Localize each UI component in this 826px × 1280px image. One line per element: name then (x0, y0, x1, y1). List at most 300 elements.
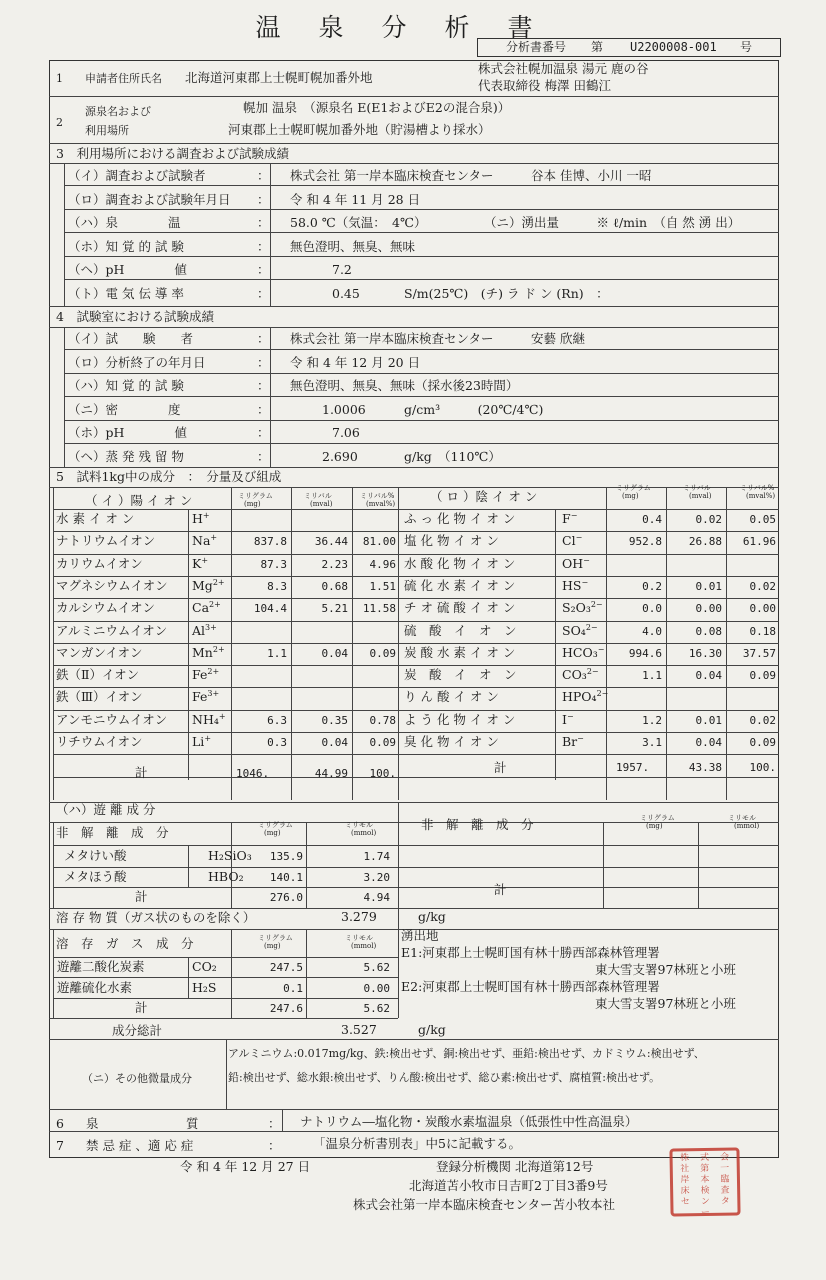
anion-mval: 0.00 (695, 602, 722, 616)
dissolved-value: 3.279 (341, 909, 377, 924)
cation-pct: 4.96 (369, 557, 396, 571)
anion-pct: 37.57 (742, 646, 776, 660)
cation-mval: 0.68 (321, 579, 348, 593)
gas-mmol-unit-jp: ミリモル (345, 934, 373, 942)
s3-colon-5: ： (257, 285, 270, 301)
s4-label-5: （ヘ）蒸 発 残 留 物 (68, 448, 184, 464)
anion-mval: 0.01 (695, 713, 722, 727)
anion-name: 硫 酸 イ オ ン (404, 622, 517, 638)
anion-total-label: 計 (494, 760, 507, 776)
gas-mg: 0.1 (283, 982, 303, 995)
spring-site-e1b: 東大雪支署97林班と小班 (595, 962, 736, 977)
s4-label-4: （ホ）pH 値 (68, 425, 187, 440)
cation-pct: 81.00 (362, 535, 396, 549)
cation-name: 鉄（Ⅱ）イオン (56, 667, 140, 683)
s4-extra-3: g/cm³ (20℃/4℃) (404, 401, 544, 417)
cation-pct: 1.51 (369, 579, 396, 593)
s4-colon-2: ： (257, 378, 270, 393)
s6-no: 6 (56, 1116, 64, 1131)
s4-header: 4 試験室における試験成績 (56, 309, 214, 324)
s3-value-2: 58.0 ℃（気温： 4℃） (290, 215, 427, 230)
seal-char: ン (700, 1196, 710, 1208)
nonion-right-label: 非 解 離 成 分 (421, 817, 534, 832)
doc-number-box (477, 38, 781, 57)
s3-value-4: 7.2 (332, 262, 352, 277)
cat-pct-unit-jp: ミリバル% (360, 492, 395, 500)
anion-name: ふ っ 化 物 イ オ ン (404, 511, 516, 526)
cation-symbol: NH₄+ (192, 711, 226, 727)
spring-site-e1a: E1:河東郡上士幌町国有林十勝西部森林管理署 (401, 945, 660, 960)
nonion-total-mg: 276.0 (269, 891, 303, 904)
anion-mval: 16.30 (688, 646, 722, 660)
anion-mg: 994.6 (628, 646, 662, 660)
seal-char: 第 (700, 1163, 710, 1175)
vline (291, 487, 292, 800)
an-mg-unit-en: (mg) (622, 492, 639, 500)
vline (53, 929, 54, 1018)
s4-colon-0: ： (257, 331, 270, 346)
seal-char: ー (700, 1207, 711, 1219)
hline (64, 279, 779, 280)
cation-name: カルシウムイオン (56, 600, 155, 616)
seal-char: タ (720, 1196, 730, 1207)
free-r-mg-unit-en: (mg) (646, 822, 663, 830)
hline (49, 96, 779, 97)
s4-label-0: （イ）試 験 者 (68, 331, 194, 346)
hline (49, 143, 779, 144)
hline (53, 643, 779, 644)
seal-char: 会 (719, 1152, 730, 1163)
gas-mg-unit-jp: ミリグラム (258, 934, 293, 942)
seal-char: 社 (680, 1164, 690, 1175)
hline (53, 665, 779, 666)
vline (188, 957, 189, 998)
seal-char: 株 (679, 1153, 690, 1164)
cation-mg: 104.4 (253, 602, 287, 616)
s3-colon-4: ： (257, 262, 270, 277)
s4-colon-1: ： (257, 354, 270, 370)
s3-header: 3 利用場所における調査および試験成績 (56, 146, 289, 161)
cation-symbol: $Al^{3+}$ (192, 622, 217, 638)
cat-pct-unit-en: (mval%) (366, 500, 396, 508)
vline (53, 487, 54, 800)
grand-total-unit: g/kg (418, 1022, 446, 1037)
s7-label: 禁 忌 症 、適 応 症 (86, 1138, 194, 1153)
hline (49, 467, 779, 468)
s3-extra-5: S/m(25℃) (チ) ラ ド ン (Rn) ： (404, 285, 609, 301)
nonion-total-label: 計 (135, 889, 148, 904)
spring-site-e2a: E2:河東郡上士幌町国有林十勝西部森林管理署 (401, 979, 660, 994)
hline (64, 185, 779, 186)
anion-pct: 61.96 (742, 535, 776, 549)
vline (64, 327, 65, 467)
s7-no: 7 (56, 1138, 64, 1153)
cation-mg: 837.8 (253, 535, 287, 549)
anion-symbol: F− (562, 510, 578, 526)
cation-name: マグネシウムイオン (56, 577, 168, 593)
hline (53, 977, 398, 978)
s4-value-3: 1.0006 (322, 401, 366, 417)
hline (53, 998, 398, 999)
hline (49, 1039, 779, 1040)
anion-pct: 0.09 (749, 736, 776, 749)
anion-mg: 0.4 (642, 513, 662, 526)
free-mmol-unit-jp: ミリモル (345, 821, 373, 829)
anion-name: 硫 化 水 素 イ オ ン (404, 577, 516, 593)
hline (49, 327, 779, 328)
s1-address: 北海道河東郡上士幌町幌加番外地 (185, 70, 373, 85)
nonion-mg: 135.9 (269, 850, 303, 863)
free-r-mmol-unit-en: (mmol) (734, 822, 760, 830)
vline (188, 509, 189, 780)
dissolved-label: 溶 存 物 質（ガス状のものを除く） (56, 910, 256, 925)
hline (64, 232, 779, 233)
free-title: （ハ）遊 離 成 分 (56, 802, 156, 817)
seal-char: 式 (699, 1152, 710, 1164)
cation-mg: 0.3 (267, 736, 287, 749)
seal-char: 岸 (680, 1175, 690, 1186)
hline (64, 443, 779, 444)
gas-mg: 247.5 (269, 961, 303, 974)
s6-value: ナトリウム―塩化物・炭酸水素塩温泉（低張性中性高温泉） (300, 1114, 638, 1129)
anion-mg: 1.1 (642, 669, 662, 683)
s4-label-3: （ニ）密 度 (68, 401, 181, 417)
free-mg-unit-jp: ミリグラム (258, 821, 293, 829)
trace-line2: 鉛:検出せず、総水銀:検出せず、りん酸:検出せず、総ひ素:検出せず、腐植質:検出せず。 (228, 1071, 661, 1084)
hline (64, 396, 779, 397)
vline (398, 802, 399, 1018)
cation-total-pct: 100. (369, 767, 396, 781)
anion-symbol: HS− (562, 577, 589, 593)
hline (53, 887, 779, 888)
gas-mmol: 5.62 (363, 961, 390, 974)
an-mval-unit-jp: ミリバル (683, 484, 711, 492)
s2-label2: 利用場所 (85, 124, 129, 137)
anion-mval: 0.04 (695, 736, 722, 749)
cation-symbol: $Fe^{3+}$ (192, 689, 220, 705)
anion-name: り ん 酸 イ オ ン (404, 689, 499, 705)
spring-site-label: 湧出地 (401, 928, 439, 943)
anion-name: 塩 化 物 イ オ ン (404, 533, 499, 549)
free-mmol-unit-en: (mmol) (351, 829, 377, 837)
anion-total-mval: 43.38 (688, 761, 722, 775)
cation-symbol: K+ (192, 555, 209, 571)
s6-colon: ： (268, 1116, 281, 1131)
cation-pct: 11.58 (362, 602, 396, 616)
seal-char: セ (680, 1197, 690, 1208)
anion-pct: 0.02 (749, 713, 776, 727)
gas-symbol: H₂S (192, 980, 217, 995)
vline (606, 487, 607, 800)
cation-mval: 0.04 (321, 646, 348, 660)
hline (53, 687, 779, 688)
s3-value-0: 株式会社 第一岸本臨床検査センター 谷本 佳博、小川 一昭 (290, 168, 652, 183)
gas-label: 溶 存 ガ ス 成 分 (56, 936, 194, 951)
anion-symbol: CO₃$^{2-}$ (562, 666, 599, 683)
trace-label: （ニ）その他微量成分 (82, 1072, 192, 1085)
hline (53, 867, 779, 868)
seal-char: 床 (680, 1186, 690, 1197)
nonion-symbol: H₂SiO₃ (208, 848, 252, 863)
hline (53, 732, 779, 733)
s3-label-1: （ロ）調査および試験年月日 (68, 191, 231, 207)
gas-total-mg: 247.6 (269, 1002, 303, 1015)
cation-name: アンモニウムイオン (56, 711, 168, 727)
s4-colon-5: ： (257, 448, 270, 464)
anion-mg: 1.2 (642, 713, 662, 727)
anion-pct: 0.05 (749, 513, 776, 526)
s4-value-4: 7.06 (332, 425, 360, 440)
doc-number-value: U2200008-001 (630, 40, 717, 54)
footer-org: 株式会社第一岸本臨床検査センター苫小牧本社 (353, 1197, 616, 1212)
hline (53, 621, 779, 622)
nonion-name: メタけい酸 (64, 848, 127, 863)
hline (49, 163, 779, 164)
anion-name: 炭 酸 イ オ ン (404, 667, 517, 683)
hline (49, 1131, 779, 1132)
hline (53, 554, 779, 555)
cation-mval: 5.21 (321, 602, 348, 616)
anion-name: チ オ 硫 酸 イ オ ン (404, 600, 516, 616)
anion-name: よ う 化 物 イ オ ン (404, 711, 516, 727)
anion-pct: 0.00 (749, 602, 776, 616)
free-mg-unit-en: (mg) (264, 829, 281, 837)
footer-address: 北海道苫小牧市日吉町2丁目3番9号 (409, 1178, 608, 1193)
s4-value-1: 令 和 4 年 12 月 20 日 (290, 354, 421, 370)
s4-value-5: 2.690 (322, 448, 358, 464)
s5-header: 5 試料1kg中の成分 ： 分量及び組成 (56, 469, 282, 484)
anion-name: 水 酸 化 物 イ オ ン (404, 555, 516, 571)
hline (64, 256, 779, 257)
anion-symbol: HPO₄$^{2-}$ (562, 689, 609, 705)
gas-mmol-unit-en: (mmol) (351, 942, 377, 950)
vline (64, 163, 65, 306)
hline (53, 509, 779, 510)
s1-label: 申請者住所氏名 (85, 72, 162, 85)
s7-colon: ： (268, 1138, 281, 1153)
cation-name: アルミニウムイオン (56, 622, 168, 638)
hline (53, 710, 779, 711)
cation-mg: 8.3 (267, 579, 287, 593)
vline (555, 509, 556, 780)
hline (53, 754, 779, 755)
cation-mval: 0.35 (321, 713, 348, 727)
dissolved-unit: g/kg (418, 909, 446, 924)
anion-pct: 0.02 (749, 579, 776, 593)
anion-symbol: SO₄$^{2-}$ (562, 622, 598, 638)
vline (231, 487, 232, 800)
s3-value-3: 無色澄明、無臭、無味 (290, 238, 416, 254)
an-pct-unit-en: (mval%) (746, 492, 776, 500)
s3-value-1: 令 和 4 年 11 月 28 日 (290, 191, 421, 207)
s3-value-5: 0.45 (332, 285, 360, 301)
s1-no: 1 (56, 72, 63, 85)
anion-mval: 0.02 (695, 513, 722, 526)
cation-total-mg: 1046. (236, 767, 270, 781)
nonion-total-mmol: 4.94 (363, 891, 390, 904)
cation-name: リチウムイオン (56, 734, 143, 749)
vline (603, 822, 604, 908)
nonion-name: メタほう酸 (64, 869, 127, 884)
cation-name: カリウムイオン (56, 555, 143, 571)
anion-mg: 0.0 (642, 602, 662, 616)
hline (49, 1018, 398, 1019)
cation-name: 水 素 イ オ ン (56, 511, 135, 526)
vline (666, 487, 667, 800)
vline (352, 487, 353, 800)
grand-total-label: 成分総計 (112, 1023, 163, 1038)
cation-title: （ イ ）陽 イ オ ン (85, 493, 193, 508)
cat-mval-unit-en: (mval) (310, 500, 333, 508)
s7-value: 「温泉分析書別表」中5に記載する。 (313, 1136, 521, 1151)
s1-company: 株式会社幌加温泉 湯元 鹿の谷 (478, 61, 649, 76)
vline (698, 822, 699, 908)
anion-name: 炭 酸 水 素 イ オ ン (404, 644, 516, 660)
s3-label-0: （イ）調査および試験者 (68, 168, 206, 183)
footer-date: 令 和 4 年 12 月 27 日 (180, 1159, 311, 1174)
anion-symbol: Cl− (562, 533, 583, 549)
nonion-symbol: HBO₂ (208, 869, 244, 884)
anion-symbol: HCO₃− (562, 644, 605, 660)
s2-source: 幌加 温泉 （源泉名 E(E1およびE2の混合泉)） (243, 100, 511, 115)
doc-number-suffix: 号 (740, 40, 753, 54)
anion-mval: 26.88 (688, 535, 722, 549)
anion-symbol: I− (562, 711, 574, 727)
s4-extra-5: g/kg （110℃） (404, 448, 501, 464)
hline (53, 531, 779, 532)
hline (64, 420, 779, 421)
cation-pct: 0.78 (369, 713, 396, 727)
seal-char: 査 (720, 1185, 730, 1196)
hline (53, 598, 779, 599)
s6-label: 泉 質 (86, 1116, 199, 1131)
vline (270, 327, 271, 467)
hline (49, 306, 779, 307)
s4-value-0: 株式会社 第一岸本臨床検査センター 安藝 欣継 (290, 331, 585, 346)
s3-colon-1: ： (257, 191, 270, 207)
anion-symbol: OH− (562, 555, 590, 571)
cation-pct: 0.09 (369, 736, 396, 749)
s4-colon-4: ： (257, 425, 270, 440)
hline (53, 845, 779, 846)
cat-mg-unit-jp: ミリグラム (238, 492, 273, 500)
s1-rep: 代表取締役 梅澤 田鶴江 (478, 78, 611, 93)
s3-label-3: （ホ）知 覚 的 試 験 (68, 238, 184, 254)
vline (188, 845, 189, 887)
gas-total-label: 計 (135, 1000, 148, 1015)
vline (53, 822, 54, 908)
an-pct-unit-jp: ミリバル% (740, 484, 775, 492)
anion-mg: 952.8 (628, 535, 662, 549)
free-r-mmol-unit-jp: ミリモル (728, 814, 756, 822)
cation-name: 鉄（Ⅲ）イオン (56, 689, 143, 705)
nonion-mmol: 1.74 (363, 850, 390, 863)
s3-label-4: （ヘ）pH 値 (68, 262, 187, 277)
vline (726, 487, 727, 800)
hline (49, 802, 779, 803)
nonion-mg: 140.1 (269, 871, 303, 884)
anion-title: （ ロ ）陰 イ オ ン (430, 489, 538, 504)
seal-char: 一 (720, 1163, 730, 1174)
anion-mg: 0.2 (642, 579, 662, 593)
anion-pct: 0.18 (749, 624, 776, 638)
vline (270, 163, 271, 306)
hline (49, 487, 779, 488)
spring-site-e2b: 東大雪支署97林班と小班 (595, 996, 736, 1011)
s2-no: 2 (56, 116, 63, 129)
cation-mval: 36.44 (314, 535, 348, 549)
nonion-right-total: 計 (494, 882, 507, 897)
s3-extra-2: （ニ）湧出量 ※ ℓ/min （自 然 湧 出） (484, 215, 741, 230)
cation-total-mval: 44.99 (314, 767, 348, 781)
s4-value-2: 無色澄明、無臭、無味（採水後23時間） (290, 378, 519, 393)
s3-label-5: （ト）電 気 伝 導 率 (68, 285, 184, 301)
cation-name: ナトリウムイオン (56, 533, 156, 549)
gas-mg-unit-en: (mg) (264, 942, 281, 950)
nonion-label: 非 解 離 成 分 (56, 825, 169, 840)
trace-line1: アルミニウム:0.017mg/kg、鉄:検出せず、銅:検出せず、亜鉛:検出せず、カドミウム:検出せず、 (228, 1047, 705, 1060)
gas-name: 遊離硫化水素 (57, 980, 133, 995)
doc-number-prefix: 第 (591, 40, 604, 54)
cat-mg-unit-en: (mg) (244, 500, 261, 508)
cation-symbol: $Fe^{2+}$ (192, 666, 220, 683)
s2-label1: 源泉名および (85, 105, 151, 118)
s4-label-1: （ロ）分析終了の年月日 (68, 354, 206, 370)
gas-total-mmol: 5.62 (363, 1002, 390, 1015)
nonion-mmol: 3.20 (363, 871, 390, 884)
cation-mg: 6.3 (267, 713, 287, 727)
document-title: 温泉分析書 (255, 13, 571, 42)
cation-symbol: Li+ (192, 733, 212, 749)
footer-org-label: 登録分析機関 北海道第12号 (436, 1159, 594, 1174)
anion-name: 臭 化 物 イ オ ン (404, 734, 499, 749)
cation-mg: 87.3 (260, 557, 287, 571)
s3-colon-3: ： (257, 238, 270, 254)
s3-label-2: （ハ）泉 温 (68, 215, 181, 230)
cation-symbol: H+ (192, 510, 210, 526)
hline (53, 957, 398, 958)
doc-number-label: 分析書番号 (506, 40, 567, 54)
seal-char: 本 (700, 1174, 710, 1186)
anion-mval: 0.01 (695, 579, 722, 593)
anion-mg: 3.1 (642, 736, 662, 749)
an-mval-unit-en: (mval) (689, 492, 712, 500)
anion-mval: 0.08 (695, 624, 722, 638)
anion-symbol: Br− (562, 733, 584, 749)
seal-char: 臨 (720, 1174, 730, 1185)
hline (64, 373, 779, 374)
vline (282, 1109, 283, 1131)
grand-total-value: 3.527 (341, 1022, 377, 1037)
cation-mval: 2.23 (321, 557, 348, 571)
cation-symbol: $Ca^{2+}$ (192, 600, 221, 616)
cation-pct: 0.09 (369, 646, 396, 660)
cation-symbol: Na+ (192, 533, 218, 549)
s4-colon-3: ： (257, 401, 270, 417)
anion-mval: 0.04 (695, 669, 722, 683)
gas-symbol: CO₂ (192, 959, 217, 974)
cation-symbol: $Mn^{2+}$ (192, 644, 225, 660)
company-seal (669, 1147, 740, 1219)
cation-mg: 1.1 (267, 646, 287, 660)
hline (64, 209, 779, 210)
cation-total-label: 計 (135, 765, 148, 781)
s3-colon-2: ： (257, 215, 270, 230)
hline (49, 1109, 779, 1110)
hline (53, 576, 779, 577)
hline (64, 349, 779, 350)
gas-name: 遊離二酸化炭素 (57, 959, 145, 974)
